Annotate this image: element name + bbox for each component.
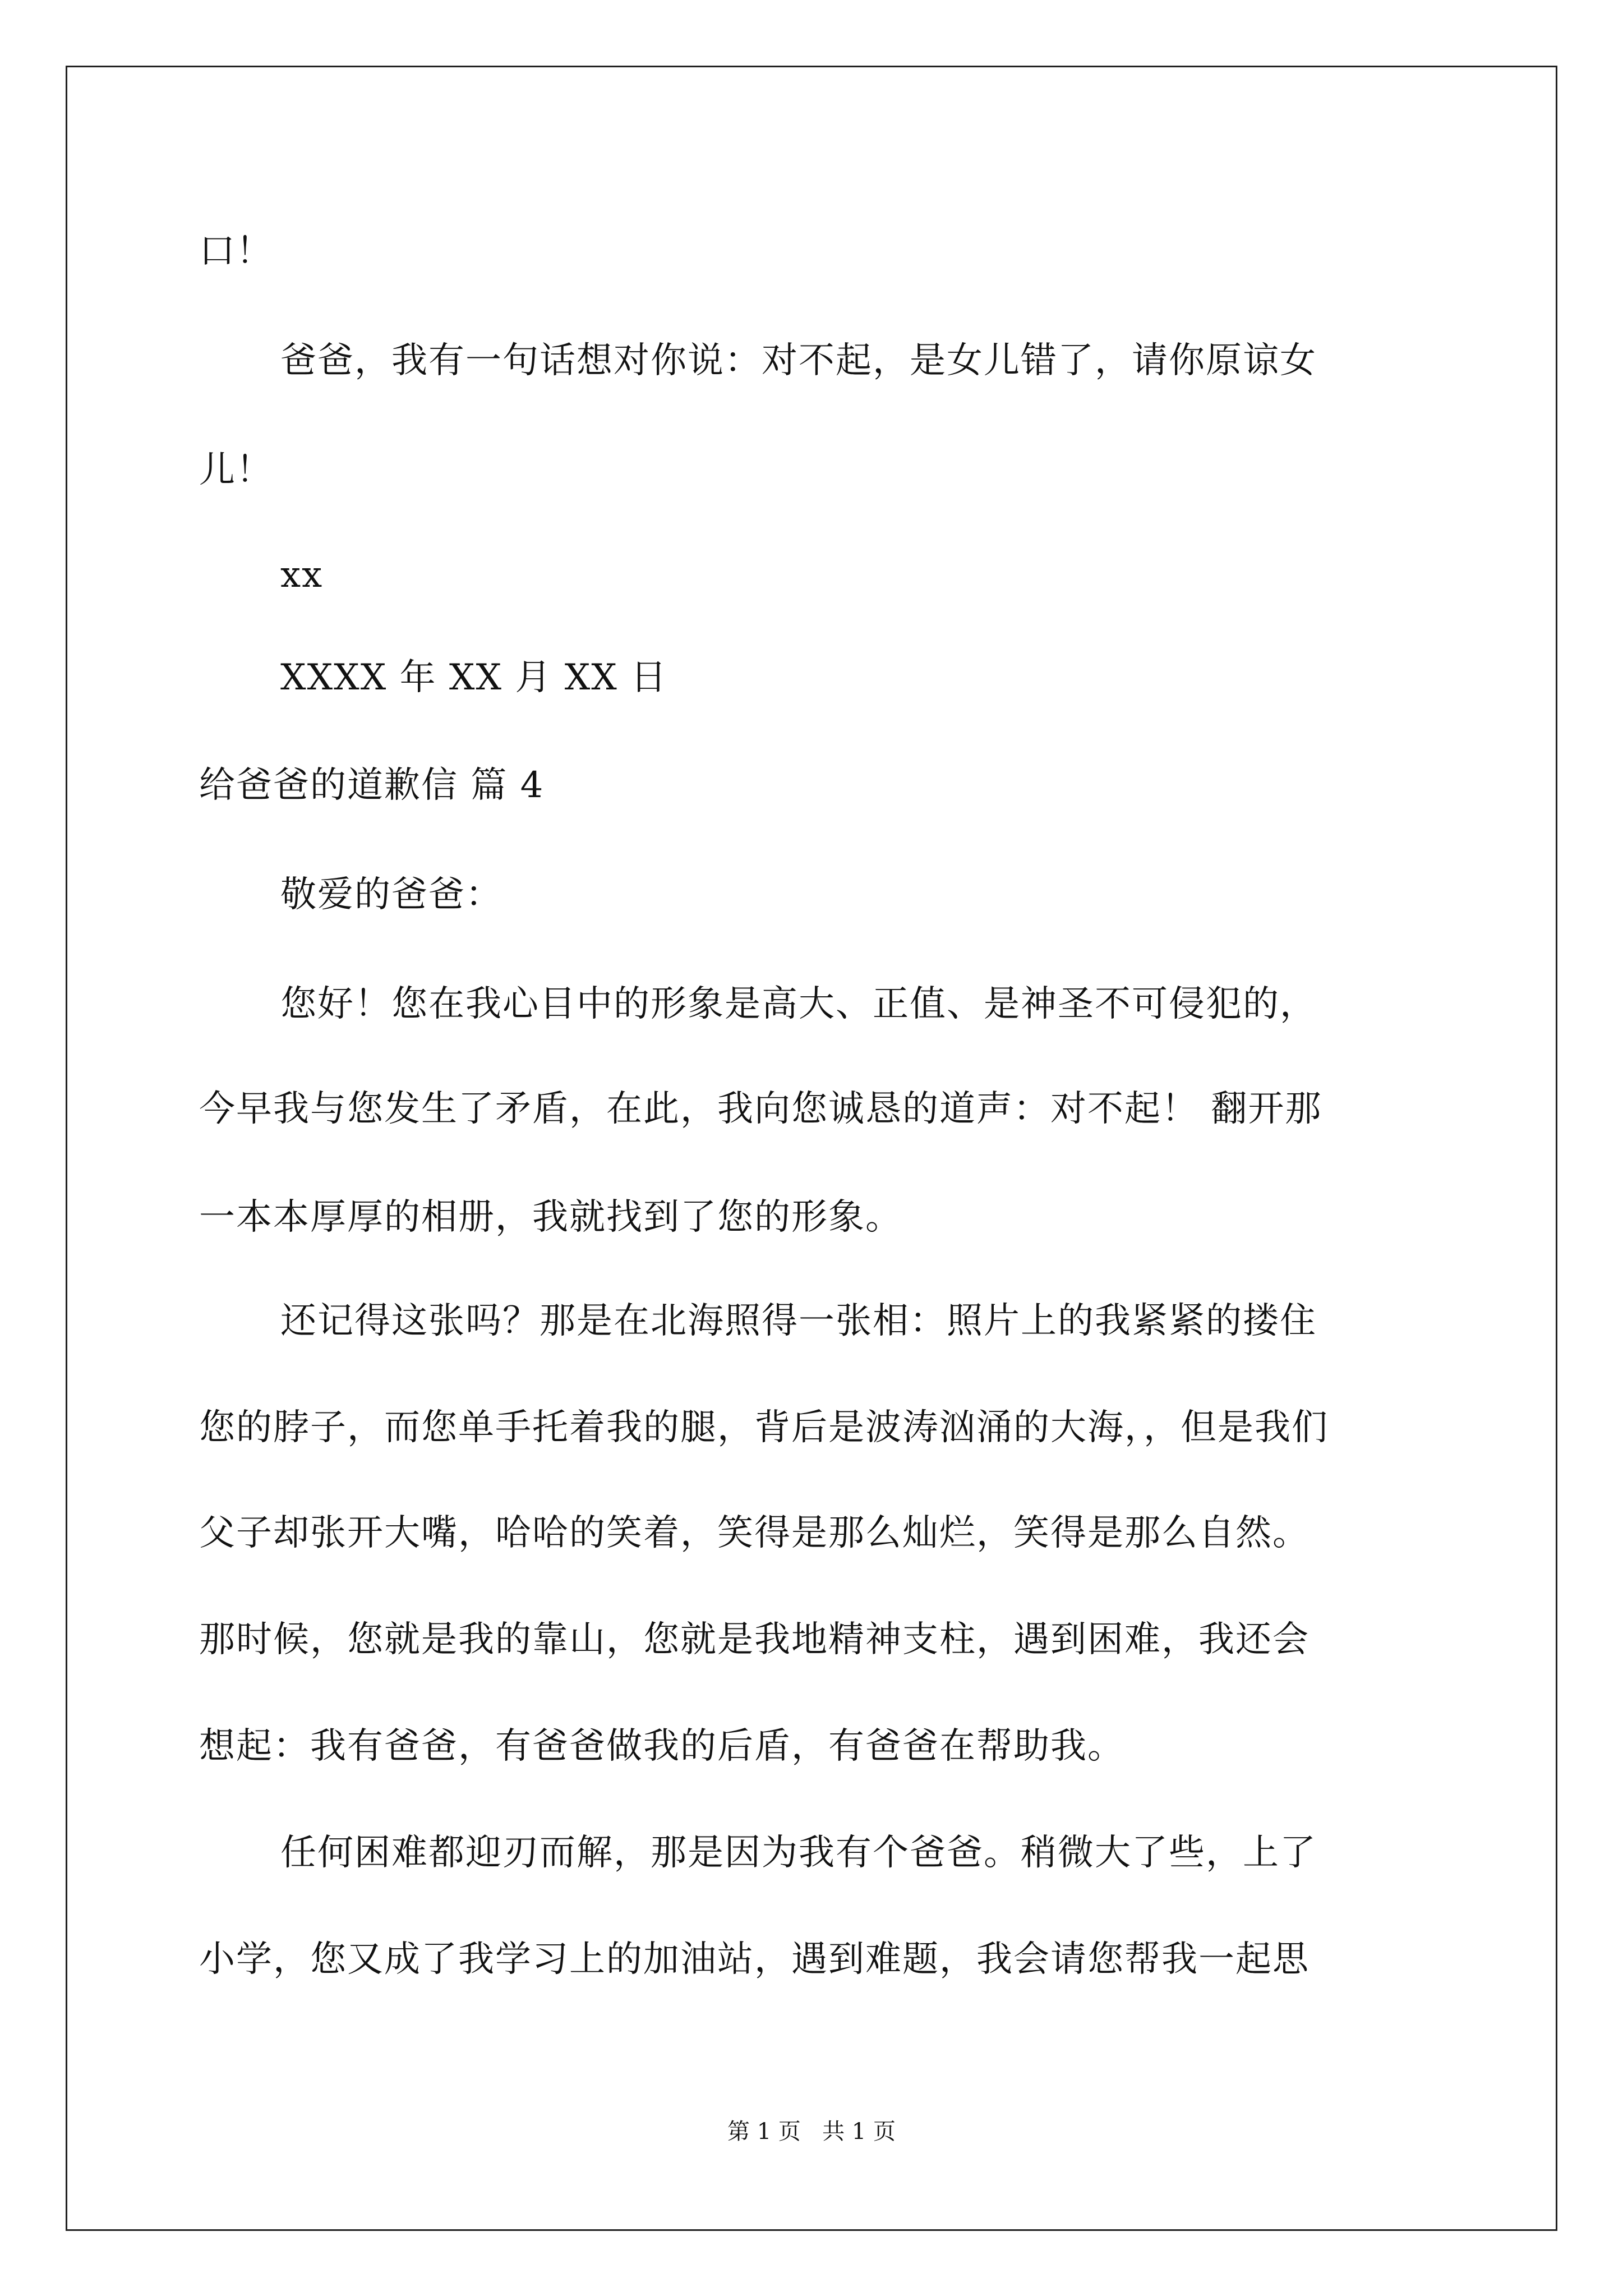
- text-line: 任何困难都迎刃而解，那是因为我有个爸爸。稍微大了些，上了: [280, 1832, 1317, 1874]
- salutation: 敬爱的爸爸：: [280, 874, 502, 915]
- text-line: 爸爸，我有一句话想对你说：对不起，是女儿错了，请你原谅女: [280, 340, 1317, 381]
- text-line: 口！: [199, 231, 273, 272]
- text-line: 父子却张开大嘴，哈哈的笑着，笑得是那么灿烂，笑得是那么自然。: [199, 1512, 1310, 1554]
- page-border: [66, 66, 1557, 2231]
- section-heading: 给爸爸的道歉信 篇 4: [199, 765, 545, 806]
- page-footer: 第 1 页 共 1 页: [727, 2119, 896, 2145]
- text-line: 想起：我有爸爸，有爸爸做我的后盾，有爸爸在帮助我。: [199, 1726, 1124, 1767]
- text-line: 您的脖子，而您单手托着我的腿，背后是波涛汹涌的大海，，但是我们: [199, 1407, 1329, 1448]
- text-line: 小学，您又成了我学习上的加油站，遇到难题，我会请您帮我一起思: [199, 1939, 1310, 1980]
- text-line: 一本本厚厚的相册，我就找到了您的形象。: [199, 1197, 902, 1238]
- text-line: 今早我与您发生了矛盾，在此，我向您诚恳的道声：对不起！ 翻开那: [199, 1088, 1322, 1130]
- text-line: 那时候，您就是我的靠山，您就是我地精神支柱，遇到困难，我还会: [199, 1619, 1310, 1660]
- text-line: 您好！您在我心目中的形象是高大、正值、是神圣不可侵犯的，: [280, 983, 1317, 1025]
- text-line: 还记得这张吗？那是在北海照得一张相：照片上的我紧紧的搂住: [280, 1300, 1317, 1342]
- text-line: XXXX 年 XX 月 XX 日: [280, 657, 668, 698]
- text-line: 儿！: [199, 449, 273, 491]
- text-line: xx: [280, 554, 324, 596]
